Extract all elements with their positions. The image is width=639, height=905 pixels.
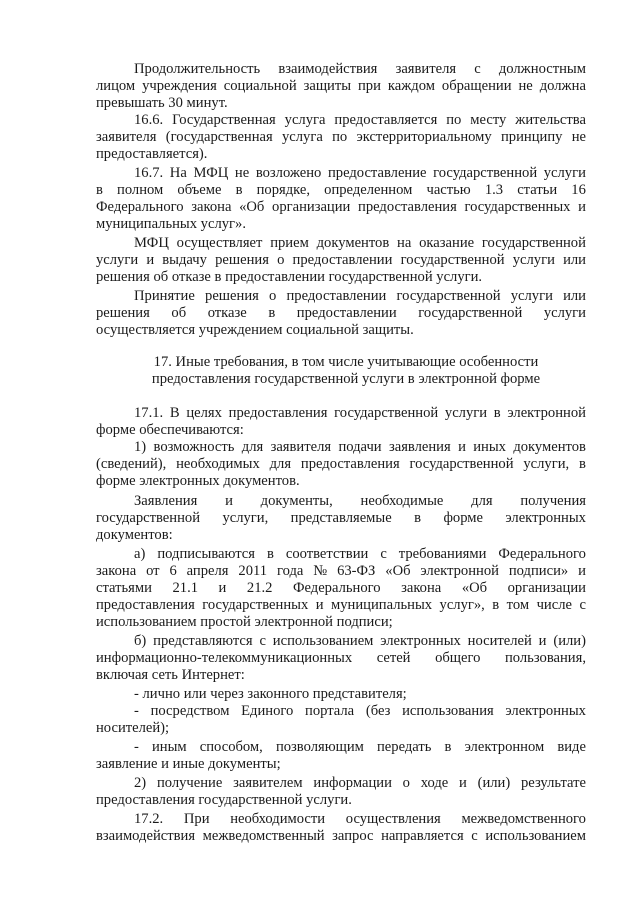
- text-line: [134, 703, 586, 720]
- text-line: [96, 473, 586, 490]
- text-word: необходимых: [176, 456, 260, 472]
- text-word: в: [579, 456, 586, 472]
- text-word: оказание: [419, 235, 475, 251]
- text-word: (или): [553, 633, 586, 649]
- text-word: или: [563, 288, 586, 304]
- text-word: позволяющим: [275, 739, 364, 755]
- text-word: На: [169, 165, 187, 181]
- text-word: 2): [134, 775, 147, 791]
- text-word: электронных: [505, 510, 586, 526]
- text-word: по: [332, 129, 348, 145]
- text-word: услуги: [543, 165, 586, 181]
- text-word: на: [397, 235, 412, 251]
- text-word: прием: [270, 235, 309, 251]
- text-word: жительства: [515, 112, 586, 128]
- text-word: 16.7.: [134, 165, 164, 181]
- text-line: [96, 422, 586, 439]
- text-word: Единого: [241, 703, 294, 719]
- text-line: [134, 493, 586, 510]
- text-word: с: [579, 597, 586, 613]
- text-line: [96, 216, 586, 233]
- text-line: [96, 305, 586, 322]
- text-line: [134, 235, 586, 252]
- text-word: государственной: [334, 405, 439, 421]
- text-line: [134, 546, 586, 563]
- text-line: [96, 78, 586, 95]
- text-word: для: [269, 456, 292, 472]
- text-word: числе: [536, 597, 572, 613]
- text-word: для: [471, 493, 493, 509]
- text-word: заявителя: [96, 129, 157, 145]
- text-line-content: решения об отказе в предоставлении государственной услуги.: [96, 269, 483, 285]
- text-word: с: [259, 633, 266, 649]
- text-word: осуществления: [345, 811, 441, 827]
- text-word: статьи: [517, 182, 558, 198]
- text-word: МФЦ: [193, 165, 229, 181]
- text-word: организации: [272, 199, 351, 215]
- text-word: предоставления: [96, 597, 195, 613]
- text-line: [96, 199, 586, 216]
- text-word: лицом: [96, 78, 136, 94]
- text-word: порядке,: [256, 182, 311, 198]
- text-word: направляется: [381, 828, 464, 844]
- text-word: получения: [520, 493, 586, 509]
- text-word: муниципальных: [331, 597, 433, 613]
- text-word: -: [134, 703, 139, 719]
- text-word: решения: [96, 305, 150, 321]
- text-word: посредством: [150, 703, 230, 719]
- text-word: в: [268, 305, 276, 321]
- text-line: [96, 252, 586, 269]
- text-word: и: [459, 775, 467, 791]
- text-word: межведомственного: [461, 811, 586, 827]
- text-word: полном: [117, 182, 164, 198]
- text-word: услуги: [512, 252, 555, 268]
- text-word: решения: [205, 288, 259, 304]
- text-word: б): [134, 633, 147, 649]
- text-word: МФЦ: [134, 235, 169, 251]
- text-word: электронных: [505, 703, 586, 719]
- text-word: закона: [191, 199, 232, 215]
- text-word: При: [183, 811, 210, 827]
- text-word: государственной: [396, 288, 501, 304]
- text-word: взаимодействия: [96, 828, 196, 844]
- text-word: -: [134, 739, 139, 755]
- text-word: электронной: [507, 405, 586, 421]
- text-word: или: [563, 252, 586, 268]
- text-word: Федерального: [292, 580, 381, 596]
- text-word: 63-ФЗ: [337, 563, 376, 579]
- text-line: [96, 756, 586, 773]
- text-word: информации: [313, 775, 392, 791]
- text-word: В: [169, 405, 180, 421]
- text-word: от: [146, 563, 160, 579]
- text-word: и: [458, 439, 466, 455]
- text-word: (без: [365, 703, 391, 719]
- text-word: о: [402, 775, 410, 791]
- text-word: «Об: [239, 199, 265, 215]
- text-word: предоставлении: [286, 288, 387, 304]
- text-word: Федерального: [498, 546, 586, 562]
- text-word: предоставление: [327, 165, 427, 181]
- text-word: №: [313, 563, 328, 579]
- text-word: результате: [521, 775, 586, 791]
- text-word: использованием: [272, 633, 374, 649]
- text-word: Государственная: [172, 112, 276, 128]
- text-word: использования: [402, 703, 494, 719]
- text-word: экстерриториальному: [356, 129, 492, 145]
- text-line: [96, 456, 586, 473]
- text-word: предоставлении: [292, 252, 393, 268]
- text-word: и: [578, 199, 586, 215]
- text-line: [146, 371, 546, 388]
- text-word: электронных: [380, 633, 461, 649]
- text-word: портала: [305, 703, 355, 719]
- text-word: об: [171, 305, 187, 321]
- text-word: передать: [377, 739, 432, 755]
- text-word: иных: [473, 439, 506, 455]
- text-line: [96, 527, 586, 544]
- text-word: 17.2.: [134, 811, 164, 827]
- text-word: возложено: [255, 165, 322, 181]
- text-line: [96, 269, 586, 286]
- text-word: объеме: [177, 182, 222, 198]
- text-word: и: [315, 597, 324, 613]
- text-line: [96, 720, 586, 737]
- text-word: для: [241, 439, 264, 455]
- text-word: обращении: [441, 78, 512, 94]
- text-line: [96, 828, 586, 845]
- text-line: [96, 146, 586, 163]
- text-word: общего: [435, 650, 481, 666]
- text-word: не: [518, 78, 533, 94]
- text-word: 1.3: [484, 182, 504, 198]
- text-word: государственной: [409, 456, 514, 472]
- text-line-content: форме обеспечиваются:: [96, 422, 244, 438]
- text-word: государственных: [202, 597, 309, 613]
- text-line-content: заявление и иные документы;: [96, 756, 281, 772]
- text-word: подписываются: [157, 546, 255, 562]
- text-word: с: [471, 828, 478, 844]
- text-word: с: [474, 61, 481, 77]
- text-word: соответствии: [285, 546, 369, 562]
- text-word: в: [444, 739, 452, 755]
- text-word: форме: [443, 510, 483, 526]
- text-word: заявителя: [270, 439, 332, 455]
- text-word: определенном: [324, 182, 413, 198]
- text-word: электронном: [464, 739, 545, 755]
- text-word: 21.2: [246, 580, 273, 596]
- text-word: 6: [169, 563, 177, 579]
- text-word: о: [277, 252, 285, 268]
- text-word: информационно-телекоммуникационных: [96, 650, 353, 666]
- text-word: взаимодействия: [278, 61, 378, 77]
- text-word: услуга: [284, 112, 326, 128]
- text-line: [96, 182, 586, 199]
- text-word: документов: [513, 439, 586, 455]
- text-word: по: [446, 112, 462, 128]
- text-line: [96, 322, 586, 339]
- text-word: 16.6.: [134, 112, 164, 128]
- text-line-content: муниципальных услуг».: [96, 216, 246, 232]
- text-word: закона: [401, 580, 442, 596]
- text-word: социальной: [223, 78, 297, 94]
- text-line: [96, 580, 586, 597]
- text-word: закона: [96, 563, 137, 579]
- text-word: предоставления: [300, 456, 400, 472]
- text-word: услуга: [282, 129, 323, 145]
- text-word: в: [414, 510, 422, 526]
- text-word: а): [134, 546, 146, 562]
- text-word: в: [235, 182, 243, 198]
- text-line-content: предоставления государственной услуги.: [96, 792, 352, 808]
- text-word: представляемые: [290, 510, 392, 526]
- text-word: предоставления: [228, 405, 328, 421]
- text-line: [134, 288, 586, 305]
- text-line: [134, 405, 586, 422]
- text-word: в: [266, 546, 274, 562]
- text-line-content: осуществляется учреждением социальной защиты.: [96, 322, 414, 338]
- text-word: предоставлении: [296, 305, 397, 321]
- text-line-content: предоставляется).: [96, 146, 208, 162]
- text-word: при: [358, 78, 381, 94]
- text-word: защиты: [303, 78, 352, 94]
- text-line: [96, 597, 586, 614]
- text-word: организации: [507, 580, 586, 596]
- text-word: документы,: [260, 493, 333, 509]
- text-word: носителей: [467, 633, 532, 649]
- text-word: и: [578, 563, 586, 579]
- text-word: Заявления: [134, 493, 198, 509]
- text-word: 16: [571, 182, 586, 198]
- text-word: государственной: [400, 252, 505, 268]
- text-word: 21.1: [172, 580, 199, 596]
- text-word: принципу: [500, 129, 563, 145]
- text-line: [134, 61, 586, 78]
- text-word: в: [493, 405, 501, 421]
- text-word: представляются: [153, 633, 253, 649]
- text-line: [96, 510, 586, 527]
- text-word: с: [380, 546, 387, 562]
- text-line: [134, 633, 586, 650]
- text-word: (сведений),: [96, 456, 167, 472]
- text-word: пользования,: [504, 650, 586, 666]
- text-word: запрос: [332, 828, 374, 844]
- text-word: (государственная: [165, 129, 273, 145]
- text-word: требованиями: [398, 546, 487, 562]
- text-word: иным: [151, 739, 187, 755]
- text-word: необходимые: [360, 493, 444, 509]
- text-word: и: [146, 252, 155, 268]
- text-line-content: включая сеть Интернет:: [96, 667, 245, 683]
- text-word: Федерального: [96, 199, 184, 215]
- text-word: межведомственный: [202, 828, 325, 844]
- text-word: года: [276, 563, 304, 579]
- text-line: [96, 563, 586, 580]
- text-word: том: [506, 597, 530, 613]
- text-word: «Об: [385, 563, 411, 579]
- text-word: учреждения: [142, 78, 217, 94]
- text-word: способом,: [199, 739, 263, 755]
- text-word: целях: [186, 405, 222, 421]
- text-word: решения: [215, 252, 269, 268]
- text-word: и: [225, 493, 233, 509]
- text-word: услуги,: [523, 456, 570, 472]
- text-word: возможность: [153, 439, 235, 455]
- text-word: каждом: [387, 78, 435, 94]
- text-line: [134, 439, 586, 456]
- text-word: услуги: [510, 288, 553, 304]
- text-word: необходимости: [230, 811, 326, 827]
- text-line-content: использованием простой электронной подписи;: [96, 614, 393, 630]
- text-line: [96, 129, 586, 146]
- text-word: использованием: [485, 828, 586, 844]
- text-line-content: - лично или через законного представителя;: [134, 686, 407, 702]
- text-line: [96, 614, 586, 631]
- text-word: и: [538, 633, 547, 649]
- text-word: услуги,: [222, 510, 269, 526]
- text-word: подачи: [338, 439, 382, 455]
- text-line: [96, 650, 586, 667]
- text-line: [134, 112, 586, 129]
- text-word: 2011: [238, 563, 268, 579]
- text-word: Продолжительность: [134, 61, 261, 77]
- text-word: государственных: [464, 199, 571, 215]
- text-word: месту: [470, 112, 507, 128]
- text-word: услуги: [444, 405, 488, 421]
- text-line: [134, 739, 586, 756]
- text-word: государственной: [418, 305, 523, 321]
- text-word: выдачу: [162, 252, 207, 268]
- text-word: «Об: [461, 580, 488, 596]
- text-word: виде: [557, 739, 586, 755]
- text-line: [96, 792, 586, 809]
- text-word: отказе: [207, 305, 247, 321]
- text-word: получение: [156, 775, 223, 791]
- text-word: 1): [134, 439, 147, 455]
- text-line-content: носителей);: [96, 720, 170, 736]
- text-word: заявителем: [233, 775, 303, 791]
- text-line: [134, 775, 586, 792]
- text-word: электронной: [420, 563, 499, 579]
- text-word: государственной: [481, 235, 586, 251]
- text-line: [134, 811, 586, 828]
- text-line-content: предоставления государственной услуги в электронной форме: [151, 371, 541, 387]
- text-line-content: превышать 30 минут.: [96, 95, 228, 111]
- text-line: [96, 95, 586, 112]
- text-word: должностным: [498, 61, 586, 77]
- text-word: 17.1.: [134, 405, 164, 421]
- text-word: заявления: [388, 439, 451, 455]
- text-word: должна: [539, 78, 586, 94]
- text-word: апреля: [186, 563, 229, 579]
- text-word: не: [571, 129, 586, 145]
- text-word: частью: [426, 182, 471, 198]
- text-word: осуществляет: [176, 235, 263, 251]
- text-line: [146, 354, 546, 371]
- text-word: Принятие: [134, 288, 195, 304]
- text-word: статьями: [96, 580, 152, 596]
- text-word: услуги: [543, 305, 586, 321]
- text-word: в: [96, 182, 103, 198]
- text-word: документов: [316, 235, 390, 251]
- text-word: не: [234, 165, 250, 181]
- text-line: [96, 667, 586, 684]
- text-word: ходе: [420, 775, 449, 791]
- text-word: и: [218, 580, 227, 596]
- text-word: государственной: [433, 165, 538, 181]
- text-word: услуг»,: [439, 597, 485, 613]
- text-line-content: документов:: [96, 527, 173, 543]
- text-word: услуги: [96, 252, 139, 268]
- text-line-content: 17. Иные требования, в том числе учитывающие особенности: [153, 354, 539, 370]
- text-word: о: [269, 288, 277, 304]
- text-word: (или): [477, 775, 511, 791]
- text-line: [134, 686, 586, 703]
- text-word: сетей: [376, 650, 411, 666]
- text-line: [134, 165, 586, 182]
- text-word: в: [492, 597, 500, 613]
- text-word: государственной: [96, 510, 201, 526]
- text-word: предоставления: [358, 199, 457, 215]
- text-line-content: форме электронных документов.: [96, 473, 300, 489]
- text-word: предоставляется: [334, 112, 438, 128]
- text-word: заявителя: [395, 61, 457, 77]
- text-word: подписи»: [508, 563, 569, 579]
